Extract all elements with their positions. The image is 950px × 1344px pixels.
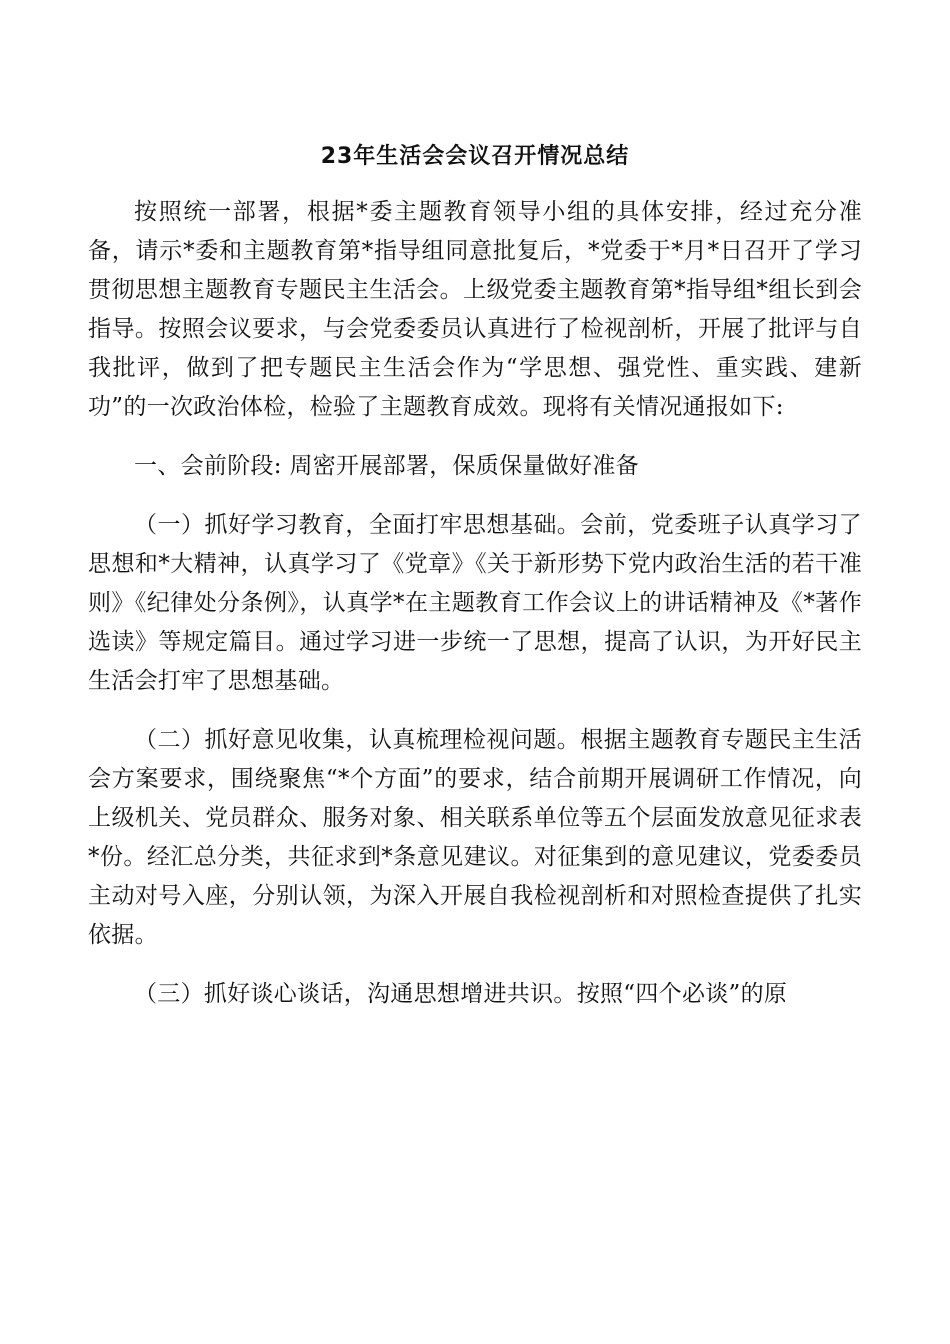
paragraph-study-education: （一）抓好学习教育，全面打牢思想基础。会前，党委班子认真学习了思想和*大精神，认真学习了《党章》《关于新形势下党内政治生活的若干准则》《纪律处分条例》，认真学*在主题教育工作会议上的讲话精神及《*著作选读》等规定篇目。通过学习进一步统一了思想，提高了认识，为开好民主生活会打牢了思想基础。 [88, 512, 862, 694]
document-body [88, 193, 862, 1014]
paragraph-opinion-collection: （二）抓好意见收集，认真梳理检视问题。根据主题教育专题民主生活会方案要求，围绕聚焦“*个方面”的要求，结合前期开展调研工作情况，向上级机关、党员群众、服务对象、相关联系单位等五个层面发放意见征求表*份。经汇总分类，共征求到*条意见建议。对征集到的意见建议，党委委员主动对号入座，分别认领，为深入开展自我检视剖析和对照检查提供了扎实依据。 [88, 727, 862, 948]
document-title: 23年生活会会议召开情况总结 [320, 144, 630, 169]
intro-paragraph: 按照统一部署，根据*委主题教育领导小组的具体安排，经过充分准备，请示*委和主题教育第*指导组同意批复后，*党委于*月*日召开了学习贯彻思想主题教育专题民主生活会。上级党委主题教育第*指导组*组长到会指导。按照会议要求，与会党委委员认真进行了检视剖析，开展了批评与自我批评，做到了把专题民主生活会作为“学思想、强党性、重实践、建新功”的一次政治体检，检验了主题教育成效。现将有关情况通报如下: [88, 199, 862, 420]
section-heading: 一、会前阶段: 周密开展部署，保质保量做好准备 [134, 453, 639, 479]
paragraph-heart-to-heart-talks: （三）抓好谈心谈话，沟通思想增进共识。按照“四个必谈”的原 [134, 981, 788, 1007]
